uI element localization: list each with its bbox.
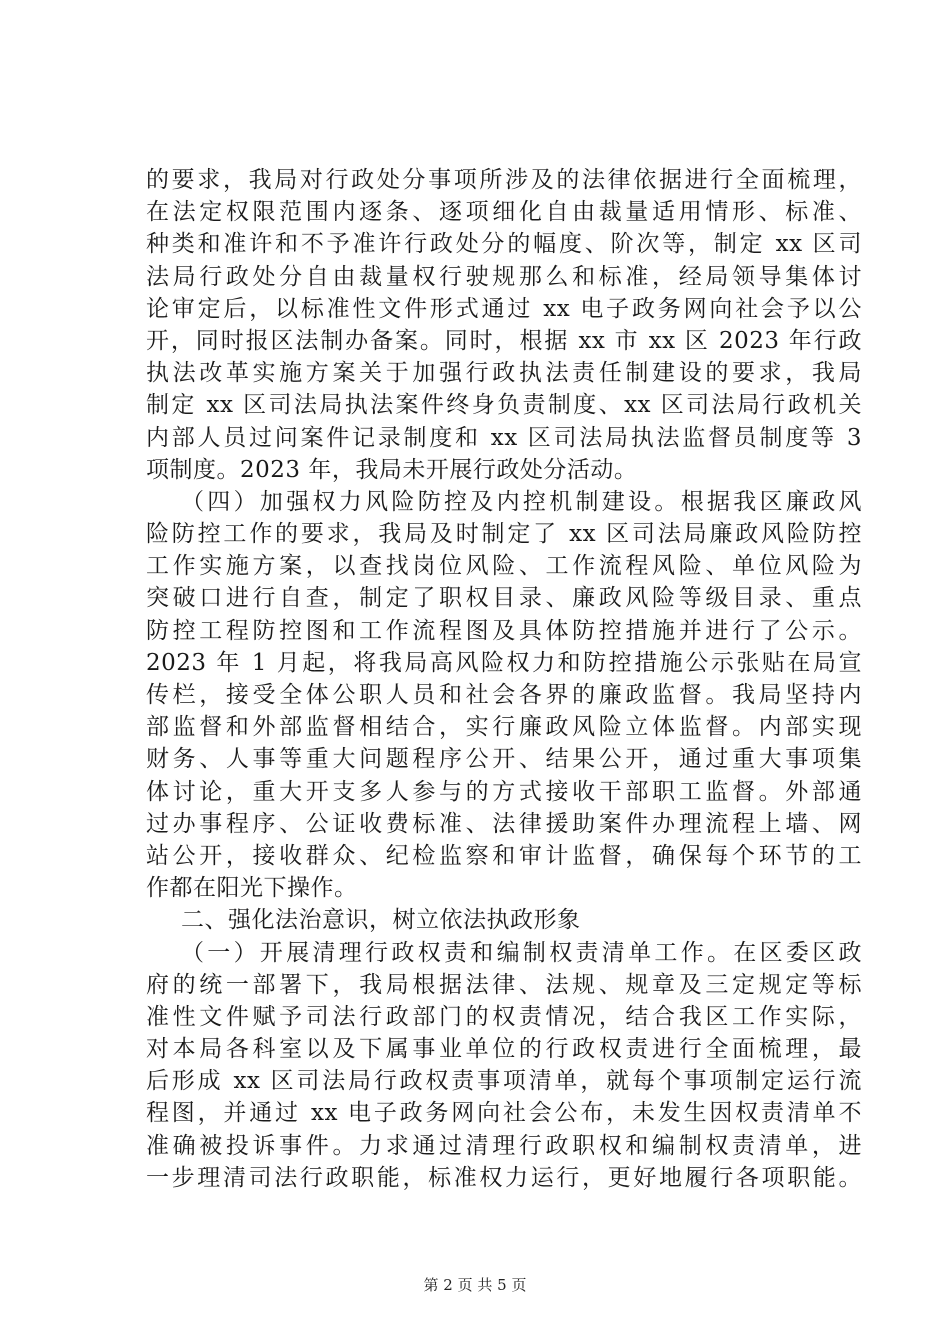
text-line: 的要求，我局对行政处分事项所涉及的法律依据进行全面梳理， bbox=[146, 167, 862, 193]
text-line: 过办事程序、公证收费标准、法律援助案件办理流程上墙、网 bbox=[146, 810, 862, 837]
text-line: 制定 xx 区司法局执法案件终身负责制度、xx 区司法局行政机关 bbox=[146, 392, 862, 419]
text-line: 对本局各科室以及下属事业单位的行政权责进行全面梳理，最 bbox=[146, 1036, 862, 1063]
text-line: 法局行政处分自由裁量权行驶规那么和标准，经局领导集体讨 bbox=[146, 263, 862, 290]
text-line: 工作实施方案，以查找岗位风险、工作流程风险、单位风险为 bbox=[146, 553, 862, 580]
text-line: 项制度。2023 年，我局未开展行政处分活动。 bbox=[146, 456, 638, 483]
text-line: 财务、人事等重大问题程序公开、结果公开，通过重大事项集 bbox=[146, 746, 862, 773]
page-footer: 第 2 页 共 5 页 bbox=[423, 1276, 527, 1294]
text-line: 种类和准许和不予准许行政处分的幅度、阶次等，制定 xx 区司 bbox=[146, 231, 862, 258]
text-line: 突破口进行自查，制定了职权目录、廉政风险等级目录、重点 bbox=[146, 585, 862, 612]
text-line: 险防控工作的要求，我局及时制定了 xx 区司法局廉政风险防控 bbox=[146, 521, 862, 548]
text-line: 程图，并通过 xx 电子政务网向社会公布，未发生因权责清单不 bbox=[146, 1100, 862, 1127]
text-line: （一）开展清理行政权责和编制权责清单工作。在区委区政 bbox=[181, 939, 862, 966]
text-line: （四）加强权力风险防控及内控机制建设。根据我区廉政风 bbox=[181, 488, 862, 515]
text-line: 内部人员过问案件记录制度和 xx 区司法局执法监督员制度等 3 bbox=[146, 424, 862, 451]
text-line: 准性文件赋予司法行政部门的权责情况，结合我区工作实际， bbox=[146, 1003, 862, 1030]
text-line: 执法改革实施方案关于加强行政执法责任制建设的要求，我局 bbox=[146, 360, 862, 387]
text-line: 论审定后，以标准性文件形式通过 xx 电子政务网向社会予以公 bbox=[146, 295, 862, 322]
text-line: 后形成 xx 区司法局行政权责事项清单，就每个事项制定运行流 bbox=[146, 1068, 862, 1095]
text-line: 二、强化法治意识，树立依法执政形象 bbox=[181, 907, 581, 934]
text-line: 开，同时报区法制办备案。同时，根据 xx 市 xx 区 2023 年行政 bbox=[146, 327, 862, 354]
text-line: 防控工程防控图和工作流程图及具体防控措施并进行了公示。 bbox=[146, 617, 862, 644]
text-line: 准确被投诉事件。力求通过清理行政职权和编制权责清单，进 bbox=[146, 1132, 862, 1159]
text-line: 传栏，接受全体公职人员和社会各界的廉政监督。我局坚持内 bbox=[146, 682, 862, 708]
body-text bbox=[146, 164, 862, 1194]
text-line: 作都在阳光下操作。 bbox=[146, 875, 358, 902]
text-line: 部监督和外部监督相结合，实行廉政风险立体监督。内部实现 bbox=[146, 714, 862, 741]
text-line: 在法定权限范围内逐条、逐项细化自由裁量适用情形、标准、 bbox=[146, 199, 862, 226]
text-line: 一步理清司法行政职能，标准权力运行，更好地履行各项职能。 bbox=[146, 1164, 862, 1191]
text-line: 站公开，接收群众、纪检监察和审计监督，确保每个环节的工 bbox=[146, 842, 862, 869]
text-line: 府的统一部署下，我局根据法律、法规、规章及三定规定等标 bbox=[146, 971, 862, 998]
text-line: 2023 年 1 月起，将我局高风险权力和防控措施公示张贴在局宣 bbox=[146, 649, 862, 676]
text-line: 体讨论，重大开支多人参与的方式接收干部职工监督。外部通 bbox=[146, 778, 862, 805]
